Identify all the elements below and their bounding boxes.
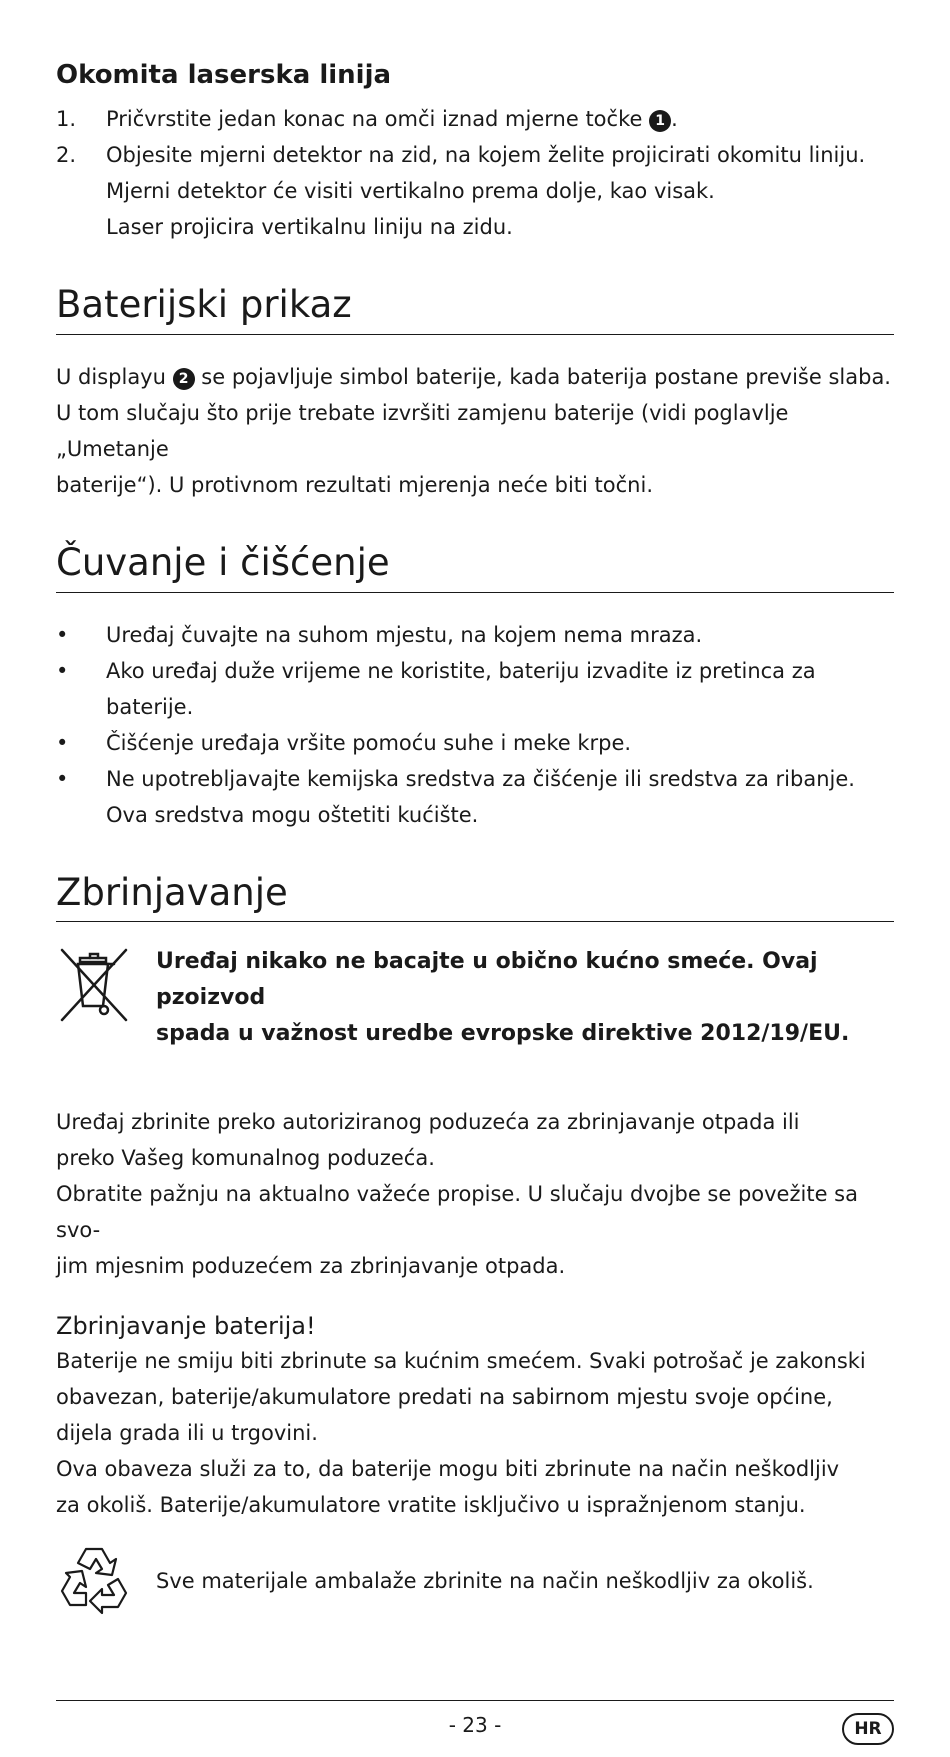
list-item-text: Ova sredstva mogu oštetiti kućište. <box>106 802 479 827</box>
recycle-icon <box>56 1543 156 1619</box>
vertical-laser-section <box>56 60 894 245</box>
disposal-title: Zbrinjavanje <box>56 873 894 923</box>
bullet-icon: • <box>56 658 69 683</box>
disposal-warning <box>56 944 894 1052</box>
battery-display-title: Baterijski prikaz <box>56 285 894 335</box>
footer-divider <box>56 1700 894 1701</box>
step-text: Objesite mjerni detektor na zid, na kojem želite projicirati okomitu liniju. <box>106 143 866 168</box>
list-item-cont <box>56 797 894 833</box>
battery-display-section <box>56 285 894 503</box>
marker-1-icon: 1 <box>649 110 671 132</box>
bullet-icon: • <box>56 730 69 755</box>
step-text: Laser projicira vertikalnu liniju na zidu. <box>106 215 513 240</box>
text: U displayu <box>56 364 173 389</box>
battery-disposal-section <box>56 1312 894 1619</box>
list-item <box>56 725 894 761</box>
battery-disposal-line: obavezan, baterije/akumulatore predati na sabirnom mjestu svoje općine, <box>56 1385 833 1410</box>
step-2-cont-2 <box>56 209 894 245</box>
battery-disposal-line: za okoliš. Baterije/akumulatore vratite isključivo u ispražnjenom stanju. <box>56 1493 806 1518</box>
vertical-laser-title: Okomita laserska linija <box>56 60 392 90</box>
step-text: Pričvrstite jedan konac na omči iznad mjerne točke <box>106 107 650 132</box>
list-item-text: Ako uređaj duže vrijeme ne koristite, bateriju izvadite iz pretinca za baterije. <box>106 658 816 719</box>
disposal-line: Uređaj zbrinite preko autoriziranog poduzeća za zbrinjavanje otpada ili <box>56 1110 800 1135</box>
disposal-section <box>56 870 894 1285</box>
battery-disposal-line: dijela grada ili u trgovini. <box>56 1421 318 1446</box>
list-item <box>56 617 894 653</box>
language-badge: HR <box>842 1713 894 1745</box>
step-number: 1. <box>56 107 77 132</box>
step-number: 2. <box>56 143 77 168</box>
battery-display-line-1 <box>56 359 894 395</box>
step-2-cont-1 <box>56 173 894 209</box>
storage-section <box>56 540 894 833</box>
battery-disposal-line: Baterije ne smiju biti zbrinute sa kućnim smećem. Svaki potrošač je zakonski <box>56 1349 866 1374</box>
list-item-text: Uređaj čuvajte na suhom mjestu, na kojem nema mraza. <box>106 622 703 647</box>
warning-text <box>156 944 894 1052</box>
disposal-line: preko Vašeg komunalnog poduzeća. <box>56 1146 435 1171</box>
step-text: Mjerni detektor će visiti vertikalno prema dolje, kao visak. <box>106 179 715 204</box>
packaging-note <box>56 1543 894 1619</box>
disposal-line: jim mjesnim poduzećem za zbrinjavanje otpada. <box>56 1254 566 1279</box>
disposal-line: Obratite pažnju na aktualno važeće propise. U slučaju dvojbe se povežite sa svo- <box>56 1182 858 1243</box>
storage-list <box>56 617 894 833</box>
page-number: - 23 - <box>448 1713 502 1737</box>
list-item-text: Ne upotrebljavajte kemijska sredstva za čišćenje ili sredstva za ribanje. <box>106 766 855 791</box>
step-2 <box>56 137 894 173</box>
battery-disposal-title: Zbrinjavanje baterija! <box>56 1312 316 1341</box>
bullet-icon: • <box>56 622 69 647</box>
text: se pojavljuje simbol baterije, kada baterija postane previše slaba. <box>194 364 891 389</box>
crossed-out-wheelie-bin-icon <box>56 944 156 1028</box>
list-item <box>56 653 894 725</box>
step-text-end: . <box>671 107 678 132</box>
step-1 <box>56 101 894 137</box>
disposal-paragraph <box>56 1104 894 1284</box>
warning-line-2: spada u važnost uredbe evropske direktive 2012/19/EU. <box>156 1021 850 1047</box>
packaging-text: Sve materijale ambalaže zbrinite na način neškodljiv za okoliš. <box>156 1569 814 1594</box>
storage-title: Čuvanje i čišćenje <box>56 543 894 593</box>
bullet-icon: • <box>56 766 69 791</box>
warning-line-1: Uređaj nikako ne bacajte u obično kućno smeće. Ovaj pzoizvod <box>156 949 818 1011</box>
list-item <box>56 761 894 797</box>
vertical-laser-steps <box>56 101 894 245</box>
page-content <box>56 60 894 1619</box>
marker-2-icon: 2 <box>173 368 195 390</box>
list-item-text: Čišćenje uređaja vršite pomoću suhe i meke krpe. <box>106 730 632 755</box>
battery-display-line-3: baterije“). U protivnom rezultati mjerenja neće biti točni. <box>56 472 654 497</box>
battery-display-line-2: U tom slučaju što prije trebate izvršiti zamjenu baterije (vidi poglavlje „Umetanje <box>56 400 789 461</box>
battery-disposal-line: Ova obaveza služi za to, da baterije mogu biti zbrinute na način neškodljiv <box>56 1457 840 1482</box>
